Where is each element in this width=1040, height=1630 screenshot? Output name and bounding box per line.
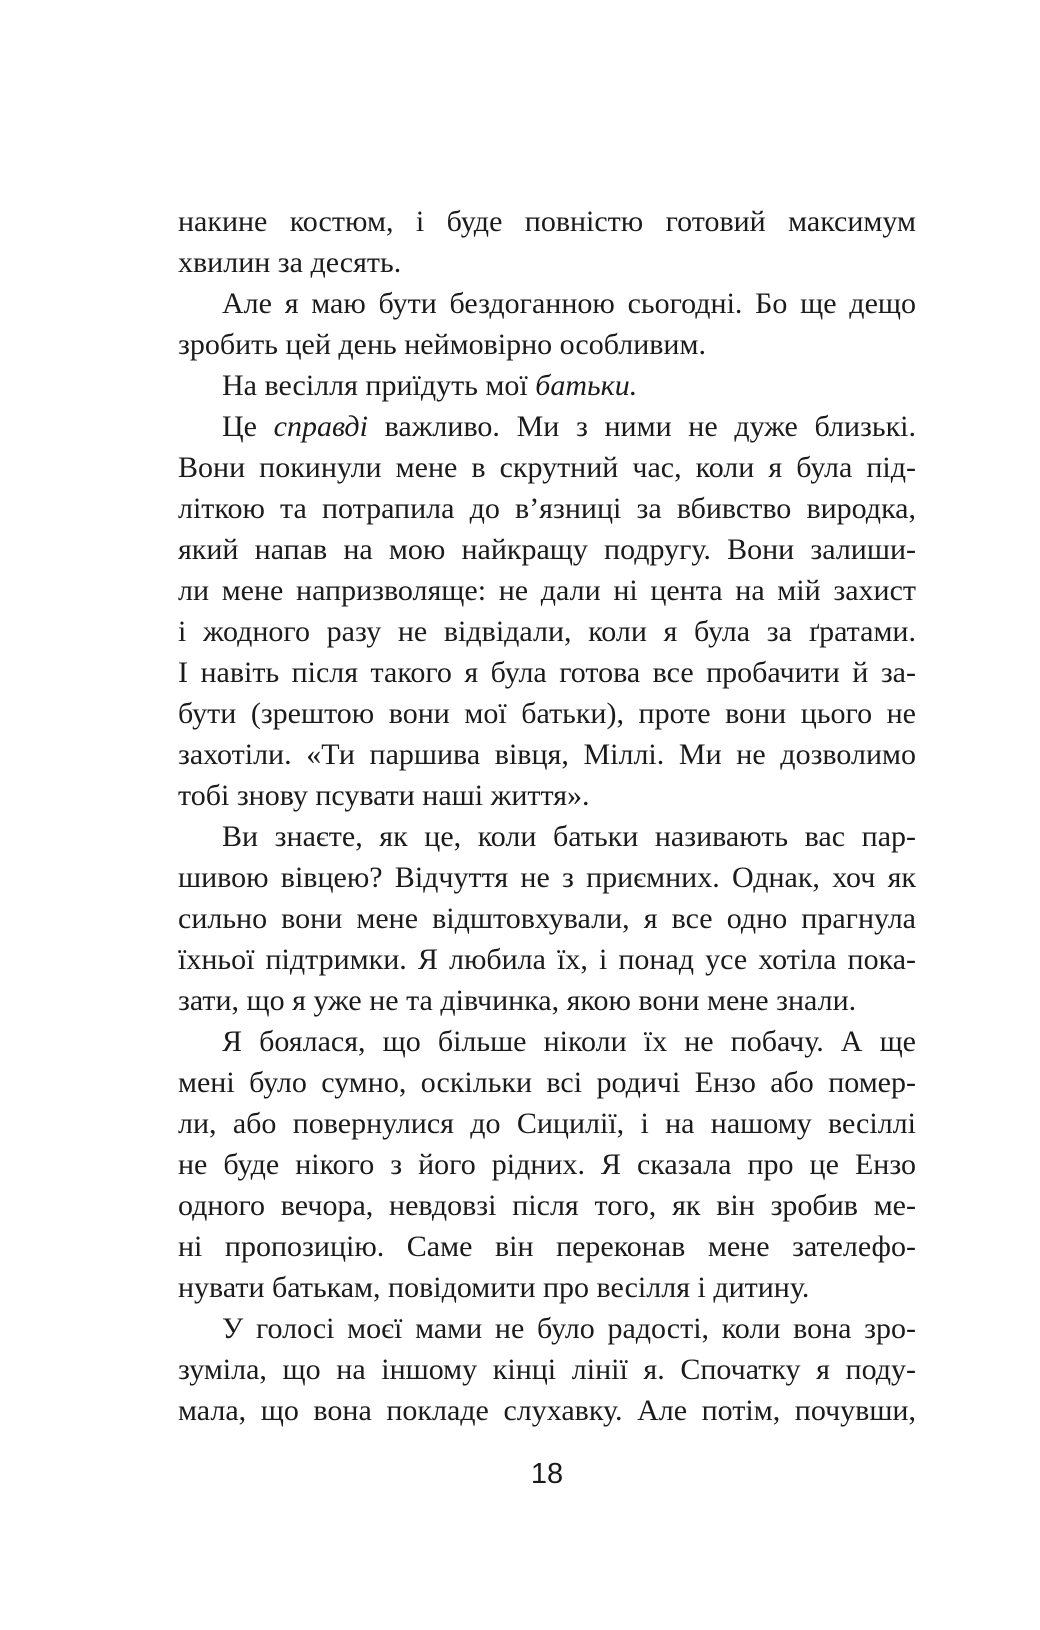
text-line — [178, 611, 916, 652]
text-line — [178, 898, 916, 939]
text-line — [178, 365, 916, 406]
body-text: сильно вони мене відштовхували, я все одно прагнула — [178, 902, 916, 935]
text-line — [178, 1185, 916, 1226]
body-text: літкою та потрапила до в’язниці за вбивство виродка, — [178, 492, 916, 525]
body-text: захотіли. «Ти паршива вівця, Міллі. Ми не дозволимо — [178, 738, 916, 771]
text-block — [178, 201, 916, 1431]
body-text: мені було сумно, оскільки всі родичі Ензо або помер- — [178, 1066, 916, 1099]
text-line — [178, 529, 916, 570]
text-line — [178, 775, 916, 816]
body-text: який напав на мою найкращу подругу. Вони залиши- — [178, 533, 916, 566]
text-line — [178, 980, 916, 1021]
body-text: ні пропозицію. Саме він переконав мене зателефо- — [178, 1230, 916, 1263]
text-line — [178, 1390, 916, 1431]
body-text: хвилин за десять. — [178, 246, 402, 279]
text-line — [178, 1349, 916, 1390]
body-text: важливо. Ми з ними не дуже близькі. — [367, 410, 916, 443]
text-line — [178, 447, 916, 488]
body-text: їхньої підтримки. Я любила їх, і понад усе хотіла пока- — [178, 943, 916, 976]
text-line — [178, 939, 916, 980]
body-text: Вони покинули мене в скрутний час, коли я була під- — [178, 451, 916, 484]
body-text: шивою вівцею? Відчуття не з приємних. Однак, хоч як — [178, 861, 916, 894]
body-text: І навіть після такого я була готова все пробачити й за- — [178, 656, 916, 689]
text-line — [178, 693, 916, 734]
text-line — [178, 283, 916, 324]
body-text: нувати батькам, повідомити про весілля і дитину. — [178, 1271, 810, 1304]
text-line — [178, 652, 916, 693]
text-line — [178, 1021, 916, 1062]
body-text: На весілля приїдуть мої — [222, 369, 536, 402]
body-text: Але я маю бути бездоганною сьогодні. Бо ще дещо — [222, 287, 916, 320]
body-text: зробить цей день неймовірно особливим. — [178, 328, 706, 361]
text-line — [178, 1144, 916, 1185]
body-text: зуміла, що на іншому кінці лінії я. Спочатку я поду- — [178, 1353, 916, 1386]
body-text: зати, що я уже не та дівчинка, якою вони мене знали. — [178, 984, 857, 1017]
text-line — [178, 324, 916, 365]
body-text: Це — [222, 410, 274, 443]
text-line — [178, 1062, 916, 1103]
body-text: тобі знову псувати наші життя». — [178, 779, 590, 812]
italic-text: батьки. — [535, 369, 638, 402]
body-text: мала, що вона покладе слухавку. Але потім, почувши, — [178, 1394, 916, 1427]
body-text: одного вечора, невдовзі після того, як він зробив ме- — [178, 1189, 916, 1222]
body-text: Я боялася, що більше ніколи їх не побачу. А ще — [222, 1025, 916, 1058]
body-text: і жодного разу не відвідали, коли я була за ґратами. — [178, 615, 916, 648]
body-text: ли, або повернулися до Сицилії, і на нашому весіллі — [178, 1107, 916, 1140]
text-line — [178, 242, 916, 283]
text-line — [178, 816, 916, 857]
text-line — [178, 488, 916, 529]
body-text: У голосі моєї мами не було радості, коли вона зро- — [222, 1312, 916, 1345]
body-text: ли мене напризволяще: не дали ні цента на мій захист — [178, 574, 916, 607]
text-line — [178, 857, 916, 898]
page-number: 18 — [530, 1458, 564, 1490]
italic-text: справді — [273, 410, 368, 443]
body-text: Ви знаєте, як це, коли батьки називають вас пар- — [222, 820, 916, 853]
text-line — [178, 1308, 916, 1349]
body-text: не буде нікого з його рідних. Я сказала про це Ензо — [178, 1148, 916, 1181]
text-line — [178, 1103, 916, 1144]
text-line — [178, 570, 916, 611]
body-text: накине костюм, і буде повністю готовий максимум — [178, 205, 916, 238]
text-line — [178, 1226, 916, 1267]
body-text: бути (зрештою вони мої батьки), проте вони цього не — [178, 697, 916, 730]
text-line — [178, 201, 916, 242]
text-line — [178, 1267, 916, 1308]
text-line — [178, 406, 916, 447]
text-line — [178, 734, 916, 775]
